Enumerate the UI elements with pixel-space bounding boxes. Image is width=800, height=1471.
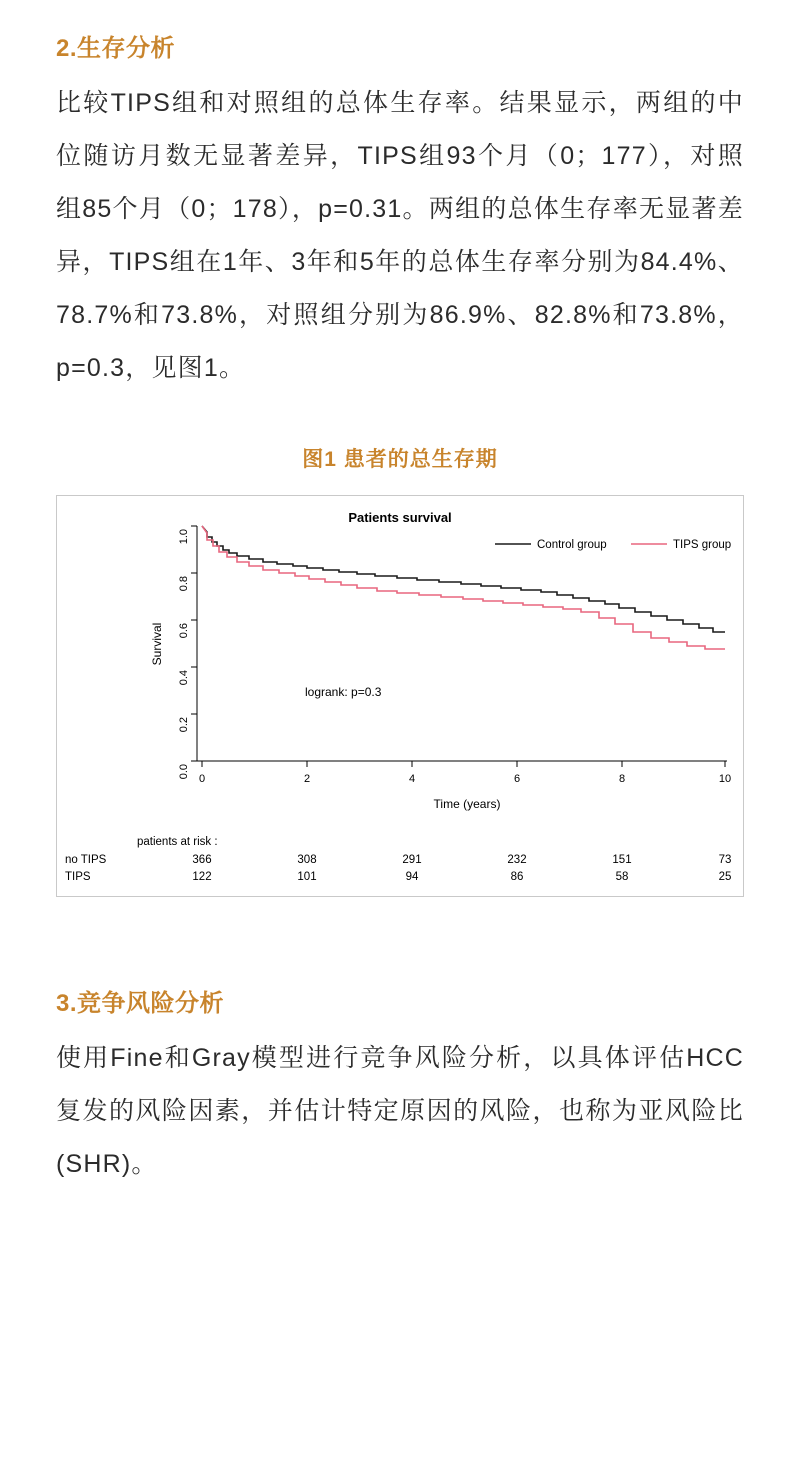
y-tick-1: 0.2: [178, 717, 190, 733]
risk-table-row-tips: [57, 871, 743, 888]
risk-row-label: TIPS: [65, 871, 91, 883]
y-axis-label: Survival: [150, 622, 164, 666]
risk-value: 122: [192, 871, 212, 883]
chart-title: Patients survival: [348, 510, 452, 525]
y-tick-3: 0.6: [178, 623, 190, 639]
y-tick-2: 0.4: [178, 670, 190, 686]
risk-value: 58: [615, 871, 629, 883]
risk-value: 73: [718, 854, 732, 866]
figure-survival-chart: [56, 495, 744, 897]
risk-value: 101: [297, 871, 317, 883]
risk-row-label: no TIPS: [65, 854, 107, 866]
survival-plot: [57, 496, 745, 826]
risk-table-label: patients at risk :: [137, 836, 218, 848]
risk-value: 86: [510, 871, 524, 883]
legend-label-tips: TIPS group: [673, 539, 732, 551]
x-tick-10: 10: [718, 773, 732, 785]
legend-label-control: Control group: [537, 539, 607, 551]
risk-value: 291: [402, 854, 422, 866]
risk-value: 151: [612, 854, 632, 866]
chart-annotation: logrank: p=0.3: [305, 685, 382, 699]
risk-table: [57, 836, 743, 888]
x-tick-4: 4: [408, 773, 416, 785]
section-paragraph-2: 比较TIPS组和对照组的总体生存率。结果显示，两组的中位随访月数无显著差异，TIPS组93个月（0；177），对照组85个月（0；178），p=0.31。两组的总体生存率无显著差异，TIPS组在1年、3年和5年的总体生存率分别为84.4%、78.7%和73.8%，对照组分别为86.9%、82.8%和73.8%，p=0.3，见图1。: [56, 89, 744, 382]
series-control-group: [202, 526, 725, 632]
risk-value: 308: [297, 854, 317, 866]
risk-value: 232: [507, 854, 527, 866]
y-tick-5: 1.0: [178, 529, 190, 545]
section-heading-2: 2.生存分析: [56, 35, 176, 62]
section-heading-3: 3.竞争风险分析: [56, 990, 225, 1017]
x-axis-label: Time (years): [433, 797, 501, 811]
figure-caption: 图1 患者的总生存期: [302, 448, 498, 471]
risk-value: 25: [718, 871, 732, 883]
y-tick-4: 0.8: [178, 576, 190, 592]
x-tick-2: 2: [303, 773, 311, 785]
x-tick-6: 6: [513, 773, 521, 785]
risk-value: 366: [192, 854, 212, 866]
x-tick-0: 0: [198, 773, 206, 785]
risk-value: 94: [405, 871, 419, 883]
chart-legend: [495, 539, 731, 551]
section-paragraph-3: 使用Fine和Gray模型进行竞争风险分析，以具体评估HCC复发的风险因素，并估计特定原因的风险，也称为亚风险比(SHR)。: [56, 1044, 744, 1178]
risk-table-row-no-tips: [57, 854, 743, 871]
y-tick-0: 0.0: [178, 764, 190, 780]
x-tick-8: 8: [618, 773, 626, 785]
